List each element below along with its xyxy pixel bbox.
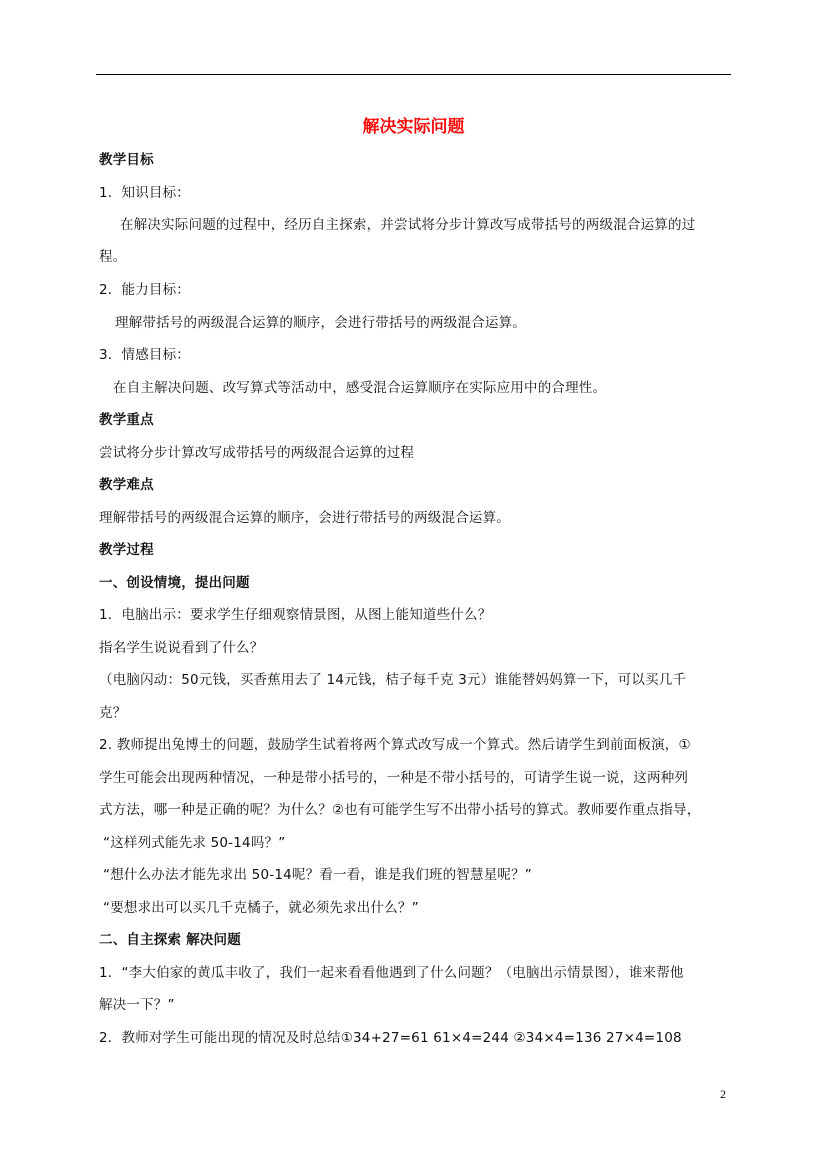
- section-two-item-2: 2．教师对学生可能出现的情况及时总结①34+27=61 61×4=244 ②34×4=136 27×4=108: [99, 1030, 682, 1046]
- difficulties-text: 理解带括号的两级混合运算的顺序，会进行带括号的两级混合运算。: [99, 510, 510, 526]
- section-one-text: （电脑闪动：50元钱，买香蕉用去了 14元钱，桔子每千克 3元）谁能替妈妈算一下，可以买几千: [99, 672, 687, 688]
- goal-emotion-text: 在自主解决问题、改写算式等活动中，感受混合运算顺序在实际应用中的合理性。: [113, 380, 607, 396]
- goal-knowledge-text: 在解决实际问题的过程中，经历自主探索，并尝试将分步计算改写成带括号的两级混合运算的过: [120, 217, 696, 233]
- goal-knowledge-label: 1．知识目标：: [99, 185, 190, 201]
- section-one-item-1: 1．电脑出示：要求学生仔细观察情景图，从图上能知道些什么？: [99, 607, 492, 623]
- goal-knowledge-text-cont: 程。: [99, 249, 127, 265]
- goal-emotion-label: 3．情感目标：: [99, 347, 190, 363]
- section-one-text: 克？: [99, 705, 127, 721]
- goal-ability-text: 理解带括号的两级混合运算的顺序，会进行带括号的两级混合运算。: [115, 315, 526, 331]
- key-points-text: 尝试将分步计算改写成带括号的两级混合运算的过程: [99, 445, 415, 461]
- heading-teaching-goals: 教学目标: [99, 152, 154, 168]
- section-two-heading: 二、自主探索 解决问题: [99, 932, 241, 948]
- section-one-text: 学生可能会出现两种情况，一种是带小括号的，一种是不带小括号的，可请学生说一说，这两种列: [99, 770, 689, 786]
- quote-line: “要想求出可以买几千克橘子，就必须先求出什么？”: [103, 900, 419, 916]
- quote-line: “这样列式能先求 50-14吗？”: [103, 835, 286, 851]
- section-one-text: 指名学生说说看到了什么？: [99, 640, 264, 656]
- section-two-text: 解决一下？”: [99, 997, 175, 1013]
- section-one-heading: 一、创设情境，提出问题: [99, 575, 250, 591]
- section-one-text: 式方法，哪一种是正确的呢？为什么？②也有可能学生写不出带小括号的算式。教师要作重点指导，: [99, 802, 701, 818]
- page-number: 2: [720, 1087, 726, 1101]
- heading-process: 教学过程: [99, 542, 154, 558]
- section-two-item-1: 1．“李大伯家的黄瓜丰收了，我们一起来看看他遇到了什么问题？（电脑出示情景图），谁来帮他: [99, 965, 684, 981]
- document-title: 解决实际问题: [362, 117, 465, 137]
- section-one-item-2: 2. 教师提出兔博士的问题，鼓励学生试着将两个算式改写成一个算式。然后请学生到前面板演，①: [99, 737, 691, 753]
- header-rule: [96, 74, 731, 75]
- quote-line: “想什么办法才能先求出 50-14呢？看一看，谁是我们班的智慧星呢？”: [103, 867, 533, 883]
- heading-difficulties: 教学难点: [99, 477, 154, 493]
- goal-ability-label: 2．能力目标：: [99, 282, 190, 298]
- heading-key-points: 教学重点: [99, 412, 154, 428]
